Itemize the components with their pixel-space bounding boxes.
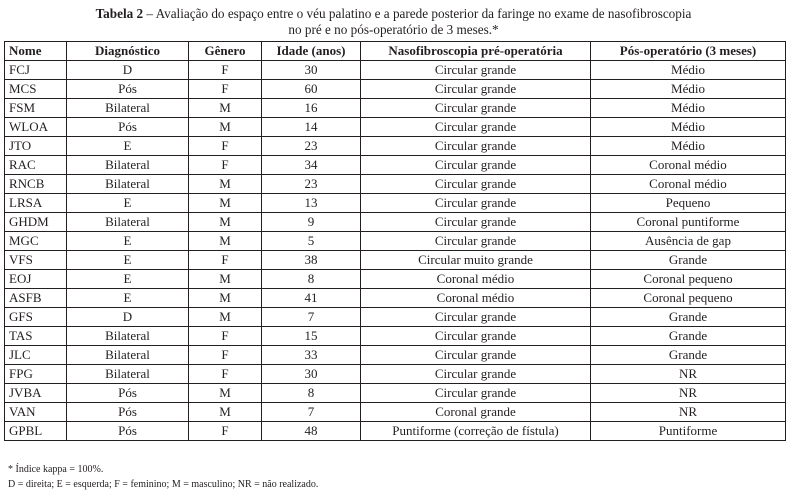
table-cell: Circular grande bbox=[361, 308, 591, 327]
table-cell: D bbox=[67, 308, 189, 327]
table-cell: Pós bbox=[67, 384, 189, 403]
table-cell: GFS bbox=[5, 308, 67, 327]
table-cell: E bbox=[67, 270, 189, 289]
data-table bbox=[4, 41, 786, 441]
table-cell: 8 bbox=[262, 384, 361, 403]
table-cell: Circular grande bbox=[361, 232, 591, 251]
table-row bbox=[5, 61, 786, 80]
table-cell: F bbox=[189, 61, 262, 80]
column-header: Pós-operatório (3 meses) bbox=[591, 42, 786, 61]
table-row bbox=[5, 213, 786, 232]
table-cell: Circular grande bbox=[361, 137, 591, 156]
table-cell: Coronal médio bbox=[591, 175, 786, 194]
table-cell: 41 bbox=[262, 289, 361, 308]
table-cell: Coronal médio bbox=[361, 289, 591, 308]
table-cell: 34 bbox=[262, 156, 361, 175]
table-row bbox=[5, 384, 786, 403]
table-row bbox=[5, 270, 786, 289]
table-cell: 7 bbox=[262, 403, 361, 422]
table-cell: NR bbox=[591, 365, 786, 384]
table-cell: Puntiforme (correção de fístula) bbox=[361, 422, 591, 441]
table-cell: Circular grande bbox=[361, 327, 591, 346]
table-row bbox=[5, 194, 786, 213]
table-row bbox=[5, 422, 786, 441]
table-cell: Médio bbox=[591, 137, 786, 156]
table-cell: M bbox=[189, 99, 262, 118]
table-cell: 30 bbox=[262, 365, 361, 384]
table-cell: Circular grande bbox=[361, 61, 591, 80]
table-cell: Médio bbox=[591, 80, 786, 99]
table-cell: 13 bbox=[262, 194, 361, 213]
table-cell: FPG bbox=[5, 365, 67, 384]
table-cell: Coronal pequeno bbox=[591, 270, 786, 289]
caption-label: Tabela 2 bbox=[95, 6, 144, 21]
table-cell: VFS bbox=[5, 251, 67, 270]
table-row bbox=[5, 289, 786, 308]
column-header: Idade (anos) bbox=[262, 42, 361, 61]
table-cell: Circular grande bbox=[361, 175, 591, 194]
table-cell: 60 bbox=[262, 80, 361, 99]
table-cell: Pequeno bbox=[591, 194, 786, 213]
table-cell: E bbox=[67, 289, 189, 308]
table-cell: M bbox=[189, 308, 262, 327]
table-cell: Médio bbox=[591, 61, 786, 80]
table-cell: Circular grande bbox=[361, 213, 591, 232]
table-cell: 23 bbox=[262, 175, 361, 194]
table-cell: Coronal grande bbox=[361, 403, 591, 422]
table-cell: JTO bbox=[5, 137, 67, 156]
table-cell: 8 bbox=[262, 270, 361, 289]
table-cell: F bbox=[189, 365, 262, 384]
table-row bbox=[5, 99, 786, 118]
table-cell: Bilateral bbox=[67, 365, 189, 384]
table-row bbox=[5, 232, 786, 251]
table-cell: LRSA bbox=[5, 194, 67, 213]
table-row bbox=[5, 156, 786, 175]
table-cell: E bbox=[67, 137, 189, 156]
table-cell: F bbox=[189, 80, 262, 99]
table-cell: FSM bbox=[5, 99, 67, 118]
table-cell: E bbox=[67, 194, 189, 213]
table-row bbox=[5, 175, 786, 194]
table-cell: M bbox=[189, 194, 262, 213]
table-row bbox=[5, 80, 786, 99]
table-cell: Grande bbox=[591, 327, 786, 346]
table-notes bbox=[8, 462, 318, 492]
table-cell: Ausência de gap bbox=[591, 232, 786, 251]
table-cell: EOJ bbox=[5, 270, 67, 289]
table-cell: Pós bbox=[67, 403, 189, 422]
table-cell: F bbox=[189, 251, 262, 270]
table-cell: F bbox=[189, 346, 262, 365]
table-cell: Grande bbox=[591, 308, 786, 327]
table-body bbox=[5, 61, 786, 441]
table-cell: E bbox=[67, 232, 189, 251]
table-cell: Coronal médio bbox=[591, 156, 786, 175]
table-cell: MCS bbox=[5, 80, 67, 99]
table-cell: RNCB bbox=[5, 175, 67, 194]
table-cell: Coronal pequeno bbox=[591, 289, 786, 308]
table-cell: Pós bbox=[67, 422, 189, 441]
table-head bbox=[5, 42, 786, 61]
table-cell: Bilateral bbox=[67, 327, 189, 346]
note-legend: D = direita; E = esquerda; F = feminino; M = masculino; NR = não realizado. bbox=[8, 479, 319, 490]
table-cell: Circular grande bbox=[361, 156, 591, 175]
table-cell: 14 bbox=[262, 118, 361, 137]
table-cell: RAC bbox=[5, 156, 67, 175]
table-cell: E bbox=[67, 251, 189, 270]
table-cell: Circular grande bbox=[361, 118, 591, 137]
table-cell: NR bbox=[591, 403, 786, 422]
column-header: Gênero bbox=[189, 42, 262, 61]
table-cell: Bilateral bbox=[67, 346, 189, 365]
table-cell: VAN bbox=[5, 403, 67, 422]
table-cell: 38 bbox=[262, 251, 361, 270]
table-cell: Médio bbox=[591, 99, 786, 118]
table-cell: M bbox=[189, 175, 262, 194]
table-cell: 48 bbox=[262, 422, 361, 441]
table-row bbox=[5, 118, 786, 137]
column-header: Nasofibroscopia pré-operatória bbox=[361, 42, 591, 61]
note-kappa: * Índice kappa = 100%. bbox=[8, 464, 104, 475]
table-cell: 23 bbox=[262, 137, 361, 156]
table-cell: M bbox=[189, 289, 262, 308]
table-cell: Circular grande bbox=[361, 365, 591, 384]
table-cell: 7 bbox=[262, 308, 361, 327]
table-cell: 5 bbox=[262, 232, 361, 251]
table-cell: Bilateral bbox=[67, 175, 189, 194]
table-cell: D bbox=[67, 61, 189, 80]
table-cell: F bbox=[189, 327, 262, 346]
caption-text: – Avaliação do espaço entre o véu palatino e a parede posterior da faringe no exame de nasofibroscopia bbox=[143, 6, 692, 21]
table-cell: Circular grande bbox=[361, 384, 591, 403]
table-cell: Bilateral bbox=[67, 213, 189, 232]
table-cell: Circular grande bbox=[361, 194, 591, 213]
table-cell: Pós bbox=[67, 80, 189, 99]
table-cell: MGC bbox=[5, 232, 67, 251]
table-cell: ASFB bbox=[5, 289, 67, 308]
table-cell: Grande bbox=[591, 346, 786, 365]
table-row bbox=[5, 308, 786, 327]
header-row bbox=[5, 42, 786, 61]
table-cell: JLC bbox=[5, 346, 67, 365]
table-cell: 16 bbox=[262, 99, 361, 118]
table-cell: M bbox=[189, 270, 262, 289]
table-cell: Circular grande bbox=[361, 346, 591, 365]
table-row bbox=[5, 346, 786, 365]
table-cell: Coronal puntiforme bbox=[591, 213, 786, 232]
table-row bbox=[5, 327, 786, 346]
table-cell: Puntiforme bbox=[591, 422, 786, 441]
table-row bbox=[5, 251, 786, 270]
table-cell: NR bbox=[591, 384, 786, 403]
table-cell: 15 bbox=[262, 327, 361, 346]
table-caption bbox=[0, 6, 787, 38]
table-cell: FCJ bbox=[5, 61, 67, 80]
table-row bbox=[5, 137, 786, 156]
table-cell: M bbox=[189, 118, 262, 137]
table-cell: GHDM bbox=[5, 213, 67, 232]
table-cell: Circular muito grande bbox=[361, 251, 591, 270]
column-header: Nome bbox=[5, 42, 67, 61]
caption-line-2: no pré e no pós-operatório de 3 meses.* bbox=[288, 22, 499, 37]
table-cell: F bbox=[189, 137, 262, 156]
table-cell: Coronal médio bbox=[361, 270, 591, 289]
table-row bbox=[5, 403, 786, 422]
table-cell: 33 bbox=[262, 346, 361, 365]
table-cell: Pós bbox=[67, 118, 189, 137]
table-cell: M bbox=[189, 384, 262, 403]
table-cell: 30 bbox=[262, 61, 361, 80]
table-cell: 9 bbox=[262, 213, 361, 232]
table-cell: Circular grande bbox=[361, 80, 591, 99]
table-cell: TAS bbox=[5, 327, 67, 346]
table-cell: WLOA bbox=[5, 118, 67, 137]
table-cell: Bilateral bbox=[67, 99, 189, 118]
table-cell: JVBA bbox=[5, 384, 67, 403]
table-cell: F bbox=[189, 156, 262, 175]
table-cell: Médio bbox=[591, 118, 786, 137]
table-cell: Circular grande bbox=[361, 99, 591, 118]
caption-line-1 bbox=[0, 6, 787, 22]
table-cell: M bbox=[189, 232, 262, 251]
table-cell: M bbox=[189, 213, 262, 232]
table-cell: F bbox=[189, 422, 262, 441]
column-header: Diagnóstico bbox=[67, 42, 189, 61]
table-cell: M bbox=[189, 403, 262, 422]
table-cell: Bilateral bbox=[67, 156, 189, 175]
table-row bbox=[5, 365, 786, 384]
table-cell: Grande bbox=[591, 251, 786, 270]
table-cell: GPBL bbox=[5, 422, 67, 441]
